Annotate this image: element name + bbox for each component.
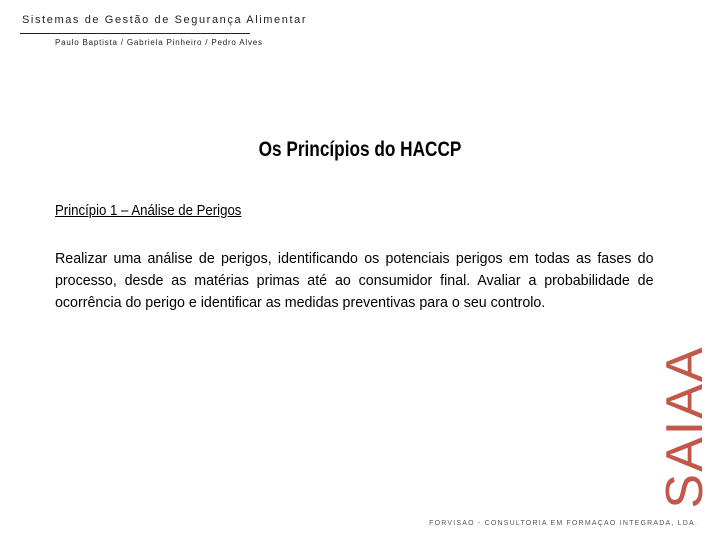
page-title: Os Princípios do HACCP xyxy=(258,138,462,161)
header-title: Sistemas de Gestão de Segurança Alimentar xyxy=(22,14,308,26)
brand-logo-text: SAIAA xyxy=(656,345,714,509)
header-authors: Paulo Baptista / Gabriela Pinheiro / Pedro Alves xyxy=(55,38,263,47)
header-rule xyxy=(20,33,250,34)
footer-company: FORVISAO - CONSULTORIA EM FORMAÇAO INTEGRADA, LDA. xyxy=(429,520,698,527)
principle-body: Realizar uma análise de perigos, identificando os potenciais perigos em todas as fases do processo, desde as matérias primas até ao consumidor final. Avaliar a probabilidade de ocorrência do perigo e identificar as medidas preventivas para o seu controlo. xyxy=(55,250,654,311)
principle-heading: Princípio 1 – Análise de Perigos xyxy=(55,202,242,219)
brand-logo xyxy=(650,345,720,509)
